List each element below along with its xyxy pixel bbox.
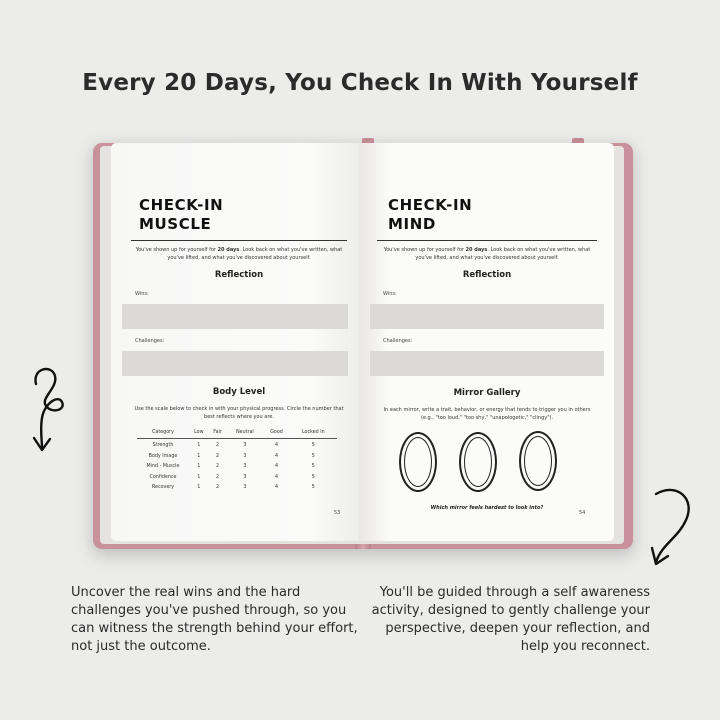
wins-label: Wins: (135, 291, 149, 297)
challenges-field[interactable] (370, 351, 604, 376)
left-caption: Uncover the real wins and the hard challenges you've pushed through, so you can witness the strength behind your effort, not just the outcome. (71, 585, 358, 654)
table-row (137, 450, 337, 461)
divider (377, 240, 597, 241)
reflection-heading: Reflection (214, 270, 264, 280)
curly-arrow-down-icon (646, 484, 700, 570)
table-cell: 1 (197, 464, 201, 470)
table-cell: 4 (274, 453, 279, 459)
right-caption: You'll be guided through a self awareness activity, designed to gently challenge your perspective, deepen your reflection, and help you reconnect. (371, 585, 650, 654)
table-cell: 5 (311, 443, 315, 449)
page-number: 53 (334, 510, 341, 516)
mirror-question: Which mirror feels hardest to look into? (430, 505, 544, 511)
title-line: CHECK-IN (139, 196, 224, 214)
intro-text-bold: 20 days (217, 247, 240, 253)
right-page (359, 143, 614, 541)
page-number: 54 (579, 510, 586, 516)
intro-text-bold: 20 days (465, 247, 488, 253)
table-row (137, 439, 337, 450)
intro-text-part: You've shown up for yourself for (383, 247, 466, 253)
wins-label: Wins: (383, 291, 397, 297)
table-row (137, 481, 337, 492)
table-row (137, 471, 337, 482)
table-header: Low (189, 430, 209, 439)
mirror-oval[interactable] (519, 431, 557, 491)
table-cell: 2 (216, 453, 220, 459)
intro-text (131, 246, 347, 262)
table-header: Neutral (227, 430, 264, 439)
challenges-label: Challenges: (383, 338, 413, 344)
mirror-gallery-description: In each mirror, write a trait, behavior, or energy that tends to trigger you in others (e.g., "too loud," "too shy," "unapologetic," "clingy"). (383, 407, 591, 421)
table-cell: 4 (274, 474, 279, 480)
intro-text-part: You've shown up for yourself for (135, 247, 218, 253)
table-row (137, 460, 337, 471)
left-page (111, 143, 359, 541)
challenges-label: Challenges: (135, 338, 165, 344)
table-header: Good (263, 430, 289, 439)
title-line: CHECK-IN (388, 196, 473, 214)
table-cell: 3 (243, 464, 247, 470)
table-cell: 5 (311, 474, 315, 480)
table-cell: 5 (311, 453, 315, 459)
headline: Every 20 Days, You Check In With Yourself (82, 70, 638, 96)
curly-arrow-down-icon (22, 360, 80, 458)
table-cell: 2 (216, 474, 220, 480)
wins-field[interactable] (370, 304, 604, 329)
table-cell: 4 (274, 485, 279, 491)
table-cell: 5 (311, 485, 315, 491)
page-title (388, 196, 472, 234)
body-level-heading: Body Level (212, 387, 266, 397)
table-cell: 1 (197, 474, 201, 480)
table-cell: 1 (197, 485, 201, 491)
reflection-heading: Reflection (462, 270, 512, 280)
table-cell: 2 (216, 485, 220, 491)
divider (131, 240, 347, 241)
mirror-oval[interactable] (459, 432, 497, 492)
wins-field[interactable] (122, 304, 348, 329)
table-header: Fair (209, 430, 227, 439)
table-cell: 2 (216, 443, 220, 449)
body-level-table (137, 430, 337, 492)
mirror-oval[interactable] (399, 432, 437, 492)
table-cell: 5 (311, 464, 315, 470)
body-level-description: Use the scale below to check in with your physical progress. Circle the number that best reflects where you are. (134, 406, 344, 420)
table-cell: 4 (274, 464, 279, 470)
intro-text-part: . Look back on what you've written, what you've lifted, and what you've discovered about yourself. (167, 247, 343, 261)
table-cell: 4 (274, 443, 279, 449)
title-line: MUSCLE (139, 215, 212, 233)
mirror-gallery-heading: Mirror Gallery (453, 388, 521, 398)
intro-text (377, 246, 597, 262)
table-cell: Mind - Muscle (146, 464, 180, 470)
challenges-field[interactable] (122, 351, 348, 376)
table-cell: 3 (243, 485, 247, 491)
table-cell: 3 (243, 474, 247, 480)
table-cell: Confidence (149, 474, 177, 480)
table-header-row (137, 430, 337, 439)
table-cell: 2 (216, 464, 220, 470)
table-header: Locked In (290, 430, 337, 439)
table-cell: 3 (243, 443, 247, 449)
table-header: Category (137, 430, 189, 439)
table-cell: Body Image (148, 453, 178, 459)
intro-text-part: . Look back on what you've written, what you've lifted, and what you've discovered about yourself. (415, 247, 591, 261)
table-cell: 3 (243, 453, 247, 459)
table-cell: Recovery (151, 485, 175, 491)
table-cell: 1 (197, 453, 201, 459)
title-line: MIND (388, 215, 436, 233)
table-cell: Strength (152, 443, 174, 449)
page-title (139, 196, 223, 234)
table-cell: 1 (197, 443, 201, 449)
